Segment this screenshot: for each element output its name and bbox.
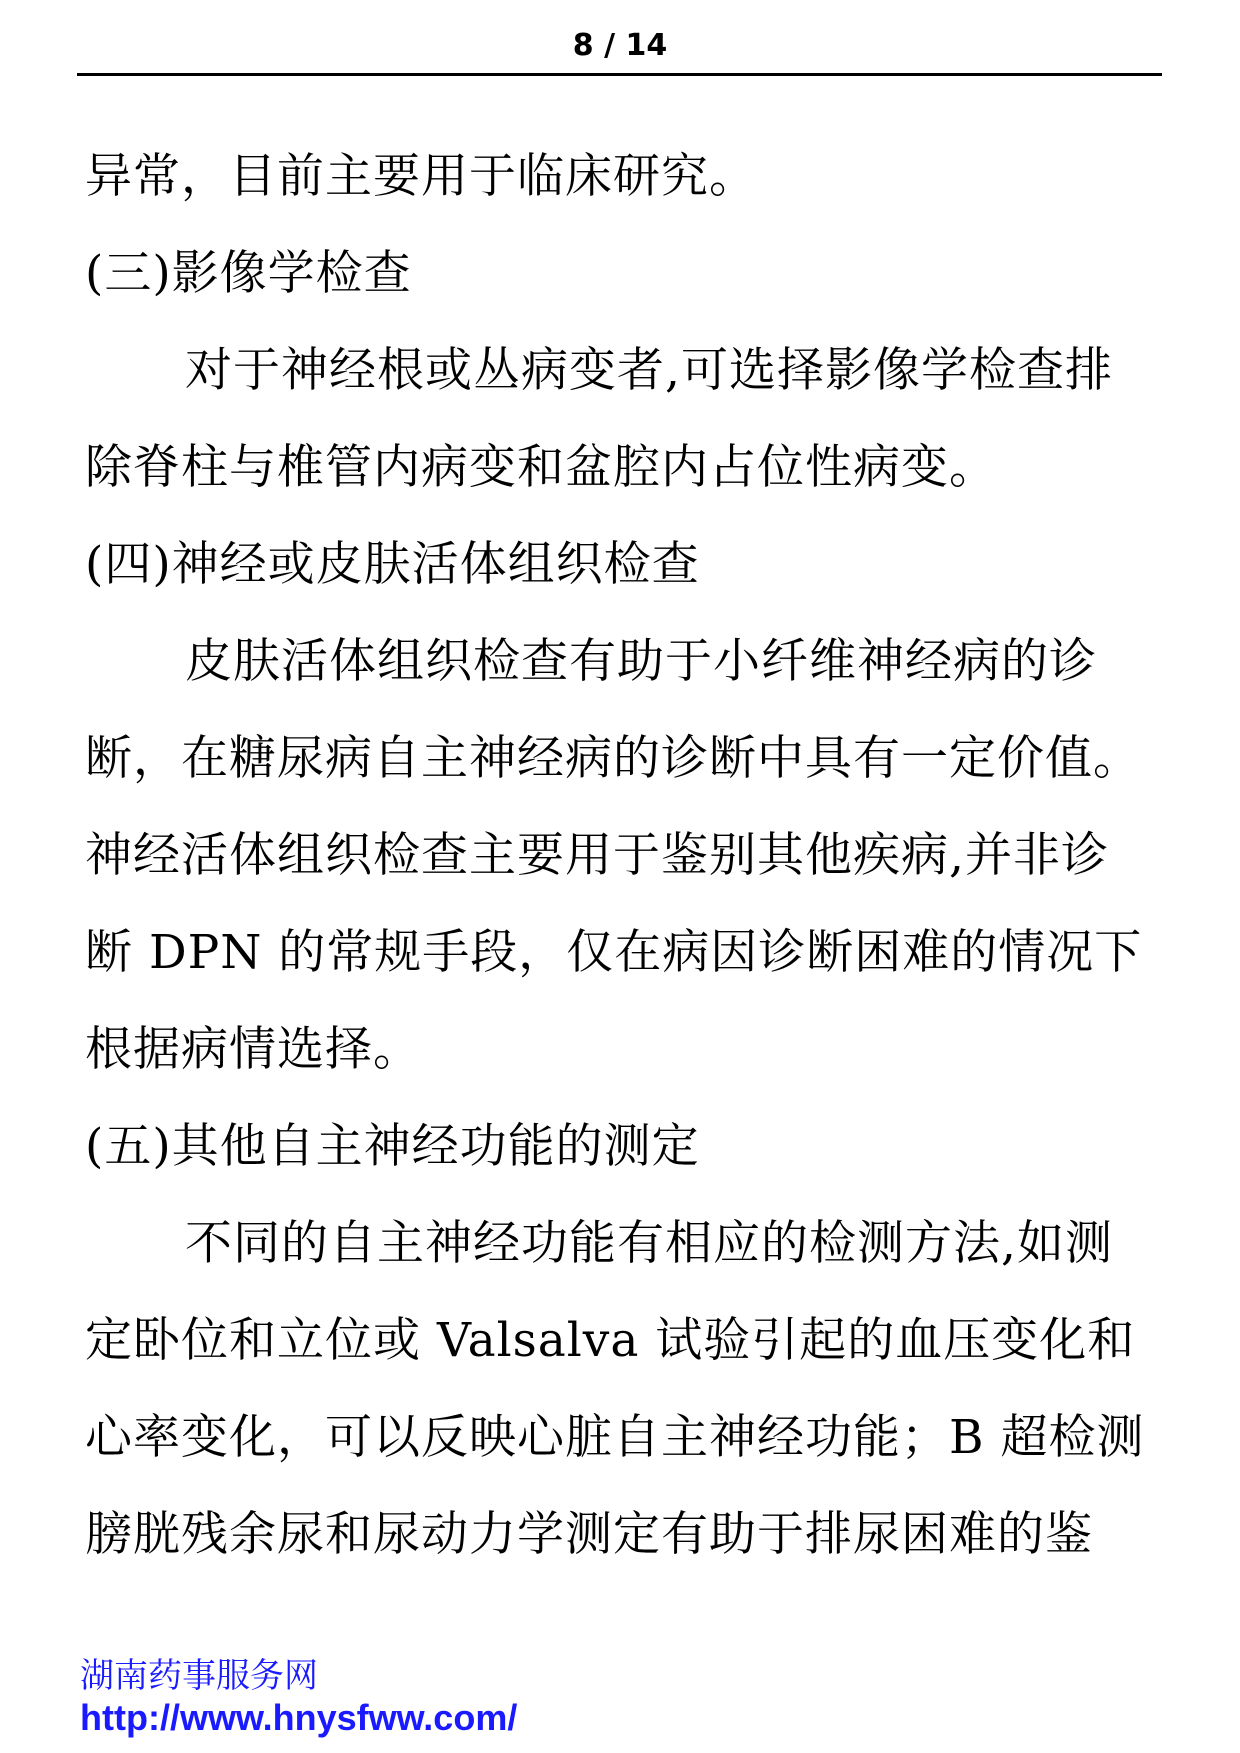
paragraph-line: 不同的自主神经功能有相应的检测方法,如测: [185, 1216, 1113, 1271]
paragraph-line: 心率变化，可以反映心脏自主神经功能；B 超检测: [85, 1410, 1145, 1465]
paragraph-line: 皮肤活体组织检查有助于小纤维神经病的诊: [185, 634, 1097, 689]
paragraph-line: 断，在糖尿病自主神经病的诊断中具有一定价值。: [85, 731, 1141, 786]
page-number: 8 / 14: [572, 28, 668, 63]
footer: [80, 1655, 517, 1739]
paragraph-line: 定卧位和立位或 Valsalva 试验引起的血压变化和: [85, 1313, 1136, 1368]
footer-site-url[interactable]: http://www.hnysfww.com/: [80, 1697, 518, 1738]
paragraph-line: 膀胱残余尿和尿动力学测定有助于排尿困难的鉴: [85, 1507, 1093, 1562]
section-heading: (四)神经或皮肤活体组织检查: [85, 537, 700, 592]
section-heading: (三)影像学检查: [85, 246, 412, 301]
paragraph-line: 除脊柱与椎管内病变和盆腔内占位性病变。: [85, 440, 997, 495]
paragraph-line: 根据病情选择。: [85, 1022, 421, 1077]
paragraph-line: 神经活体组织检查主要用于鉴别其他疾病,并非诊: [85, 828, 1109, 883]
document-body: [85, 128, 1160, 1583]
paragraph-line: 断 DPN 的常规手段，仅在病因诊断困难的情况下: [85, 925, 1143, 980]
footer-site-name[interactable]: 湖南药事服务网: [80, 1656, 318, 1696]
section-heading: (五)其他自主神经功能的测定: [85, 1119, 700, 1174]
paragraph-line: 异常，目前主要用于临床研究。: [85, 149, 757, 204]
paragraph-line: 对于神经根或丛病变者,可选择影像学检查排: [185, 343, 1113, 398]
header-divider: [77, 73, 1162, 76]
